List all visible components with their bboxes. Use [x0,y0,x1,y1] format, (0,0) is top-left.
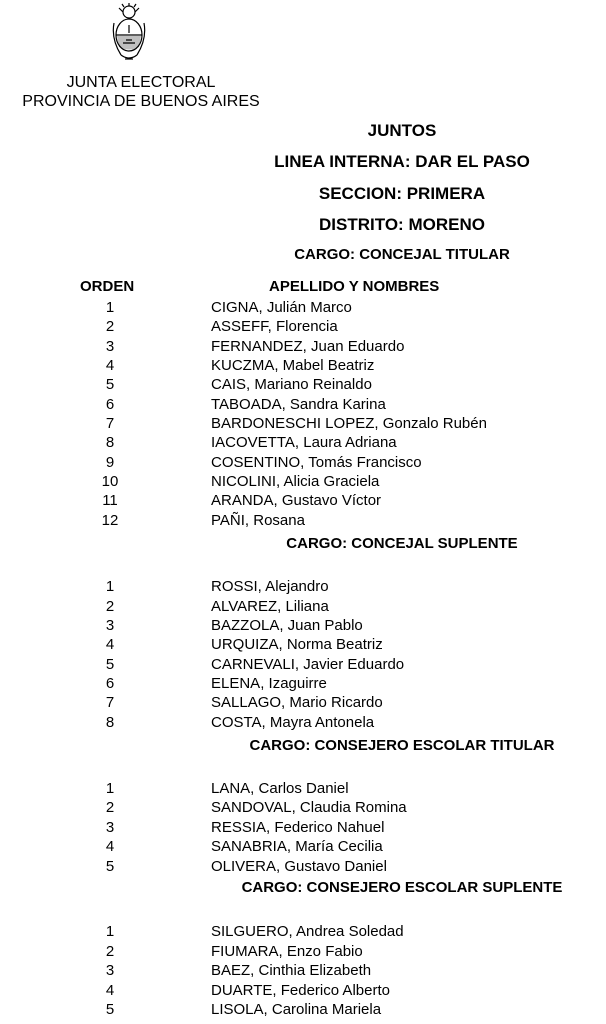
row-number: 6 [105,396,115,413]
candidate-name: LISOLA, Carolina Mariela [211,1001,382,1018]
candidate-name: ARANDA, Gustavo Víctor [211,492,382,509]
order-column-header: ORDEN [80,278,135,295]
row-number: 1 [105,923,115,940]
row-number: 12 [101,512,119,529]
row-number: 7 [105,415,115,432]
candidate-name: COSENTINO, Tomás Francisco [211,454,422,471]
row-number: 4 [105,636,115,653]
candidate-name: BAZZOLA, Juan Pablo [211,617,363,634]
institution-name-line1: JUNTA ELECTORAL [66,74,216,91]
cargo-heading: CARGO: CONSEJERO ESCOLAR TITULAR [249,737,555,754]
row-number: 6 [105,675,115,692]
row-number: 4 [105,357,115,374]
row-number: 4 [105,838,115,855]
candidate-name: ALVAREZ, Liliana [211,598,329,615]
row-number: 8 [105,714,115,731]
candidate-name: COSTA, Mayra Antonela [211,714,375,731]
row-number: 3 [105,962,115,979]
cargo-heading: CARGO: CONCEJAL SUPLENTE [286,535,518,552]
section-title: SECCION: PRIMERA [318,184,486,203]
candidate-name: URQUIZA, Norma Beatriz [211,636,383,653]
candidate-name: SANDOVAL, Claudia Romina [211,799,407,816]
candidate-name: BARDONESCHI LOPEZ, Gonzalo Rubén [211,415,487,432]
candidate-name: DUARTE, Federico Alberto [211,982,390,999]
row-number: 4 [105,982,115,999]
candidate-name: SILGUERO, Andrea Soledad [211,923,404,940]
candidate-name: ASSEFF, Florencia [211,318,338,335]
row-number: 1 [105,578,115,595]
row-number: 2 [105,799,115,816]
row-number: 5 [105,858,115,875]
row-number: 3 [105,819,115,836]
candidate-name: RESSIA, Federico Nahuel [211,819,385,836]
coat-of-arms-emblem [109,3,149,65]
row-number: 2 [105,318,115,335]
candidate-name: ELENA, Izaguirre [211,675,327,692]
names-column-header: APELLIDO Y NOMBRES [269,278,440,295]
row-number: 5 [105,1001,115,1018]
row-number: 8 [105,434,115,451]
candidate-name: IACOVETTA, Laura Adriana [211,434,397,451]
candidate-name: SALLAGO, Mario Ricardo [211,694,383,711]
row-number: 1 [105,299,115,316]
candidate-name: PAÑI, Rosana [211,512,305,529]
candidate-name: LANA, Carlos Daniel [211,780,349,797]
candidate-name: OLIVERA, Gustavo Daniel [211,858,387,875]
row-number: 11 [102,492,118,509]
candidate-name: CAIS, Mariano Reinaldo [211,376,372,393]
row-number: 1 [105,780,115,797]
candidate-name: NICOLINI, Alicia Graciela [211,473,380,490]
row-number: 9 [105,454,115,471]
candidate-name: CARNEVALI, Javier Eduardo [211,656,405,673]
institution-name-line2: PROVINCIA DE BUENOS AIRES [22,93,260,110]
internal-line-title: LINEA INTERNA: DAR EL PASO [274,152,530,171]
row-number: 5 [105,656,115,673]
candidate-name: ROSSI, Alejandro [211,578,329,595]
candidate-name: SANABRIA, María Cecilia [211,838,383,855]
row-number: 2 [105,598,115,615]
row-number: 7 [105,694,115,711]
candidate-name: CIGNA, Julián Marco [211,299,352,316]
row-number: 2 [105,943,115,960]
cargo-heading: CARGO: CONSEJERO ESCOLAR SUPLENTE [241,879,563,896]
row-number: 10 [101,473,119,490]
row-number: 3 [105,338,115,355]
candidate-name: FERNANDEZ, Juan Eduardo [211,338,405,355]
candidate-name: BAEZ, Cinthia Elizabeth [211,962,372,979]
row-number: 5 [105,376,115,393]
district-title: DISTRITO: MORENO [319,215,485,234]
candidate-name: KUCZMA, Mabel Beatriz [211,357,375,374]
candidate-name: FIUMARA, Enzo Fabio [211,943,363,960]
cargo-heading: CARGO: CONCEJAL TITULAR [294,246,510,263]
row-number: 3 [105,617,115,634]
party-title: JUNTOS [367,121,437,140]
candidate-name: TABOADA, Sandra Karina [211,396,386,413]
